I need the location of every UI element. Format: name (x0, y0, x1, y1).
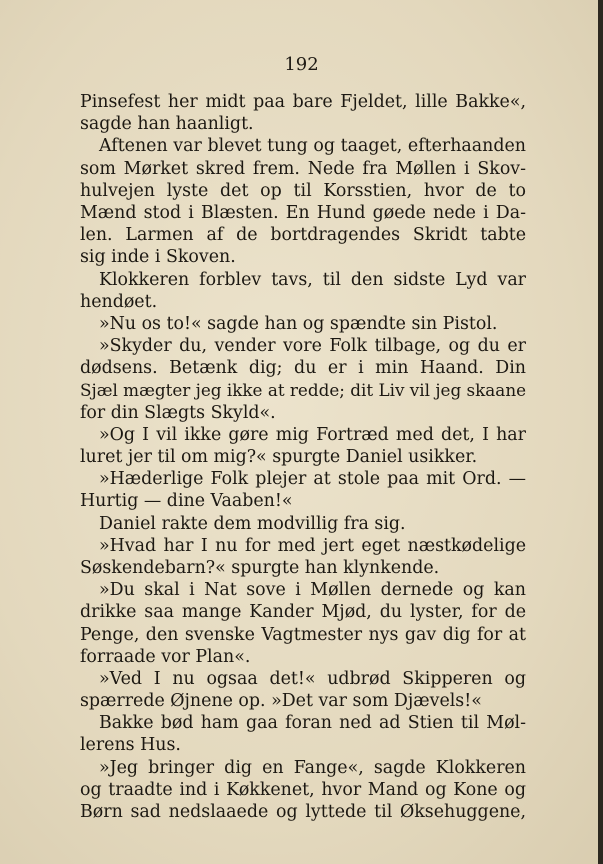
text-line: Bakke bød ham gaa foran ned ad Stien til Møl- (99, 713, 526, 734)
text-line: len. Larmen af de bortdragendes Skridt tabte (80, 225, 526, 246)
text-line: Penge, den svenske Vagtmester nys gav dig for at (80, 624, 526, 645)
text-line: »Jeg bringer dig en Fange«, sagde Klokkeren (99, 757, 526, 778)
text-line: drikke saa mange Kander Mjød, du lyster, for de (80, 602, 526, 623)
text-line: Daniel rakte dem modvillig fra sig. (99, 513, 406, 534)
text-line: Børn sad nedslaaede og lyttede til Øksehuggene, (80, 802, 526, 822)
text-line: »Ved I nu ogsaa det!« udbrød Skipperen og (99, 668, 526, 689)
text-line: Mænd stod i Blæsten. En Hund gøede nede i Da- (80, 202, 526, 223)
text-line: som Mørket skred frem. Nede fra Møllen i Skov- (80, 158, 526, 179)
text-line: sig inde i Skoven. (80, 247, 236, 268)
text-line: »Hæderlige Folk plejer at stole paa mit Ord. — (99, 469, 526, 490)
text-line: hulvejen lyste det op til Korsstien, hvor de to (80, 180, 526, 201)
body-text (80, 91, 526, 823)
text-line: spærrede Øjnene op. »Det var som Djævels!« (80, 691, 482, 712)
text-line: Hurtig — dine Vaaben!« (80, 491, 293, 512)
text-line: »Nu os to!« sagde han og spændte sin Pistol. (99, 313, 498, 334)
text-line: »Og I vil ikke gøre mig Fortræd med det, I har (99, 424, 526, 445)
text-line: luret jer til om mig?« spurgte Daniel usikker. (80, 447, 478, 467)
text-line: Sjæl mægter jeg ikke at redde; dit Liv vil jeg skaane (80, 380, 527, 401)
text-line: og traadte ind i Køkkenet, hvor Mand og Kone og (80, 779, 526, 800)
text-line: hendøet. (80, 291, 158, 312)
text-line: lerens Hus. (80, 735, 181, 756)
text-line: forraade vor Plan«. (80, 646, 251, 667)
book-spine-edge (598, 0, 603, 864)
text-line: »Du skal i Nat sove i Møllen dernede og kan (99, 580, 526, 601)
text-line: »Skyder du, vender vore Folk tilbage, og du er (99, 336, 526, 357)
text-line: »Hvad har I nu for med jert eget næstkødelige (99, 535, 526, 556)
page-number: 192 (284, 54, 319, 75)
text-line: Pinsefest her midt paa bare Fjeldet, lille Bakke«, (80, 92, 526, 112)
text-line: sagde han haanligt. (80, 114, 254, 135)
text-line: Klokkeren forblev tavs, til den sidste Lyd var (99, 269, 526, 290)
text-line: Aftenen var blevet tung og taaget, efterhaanden (99, 136, 526, 157)
text-line: for din Slægts Skyld«. (80, 402, 276, 423)
text-line: Søskendebarn?« spurgte han klynkende. (80, 557, 440, 578)
text-line: dødsens. Betænk dig; du er i min Haand. Din (80, 358, 526, 379)
